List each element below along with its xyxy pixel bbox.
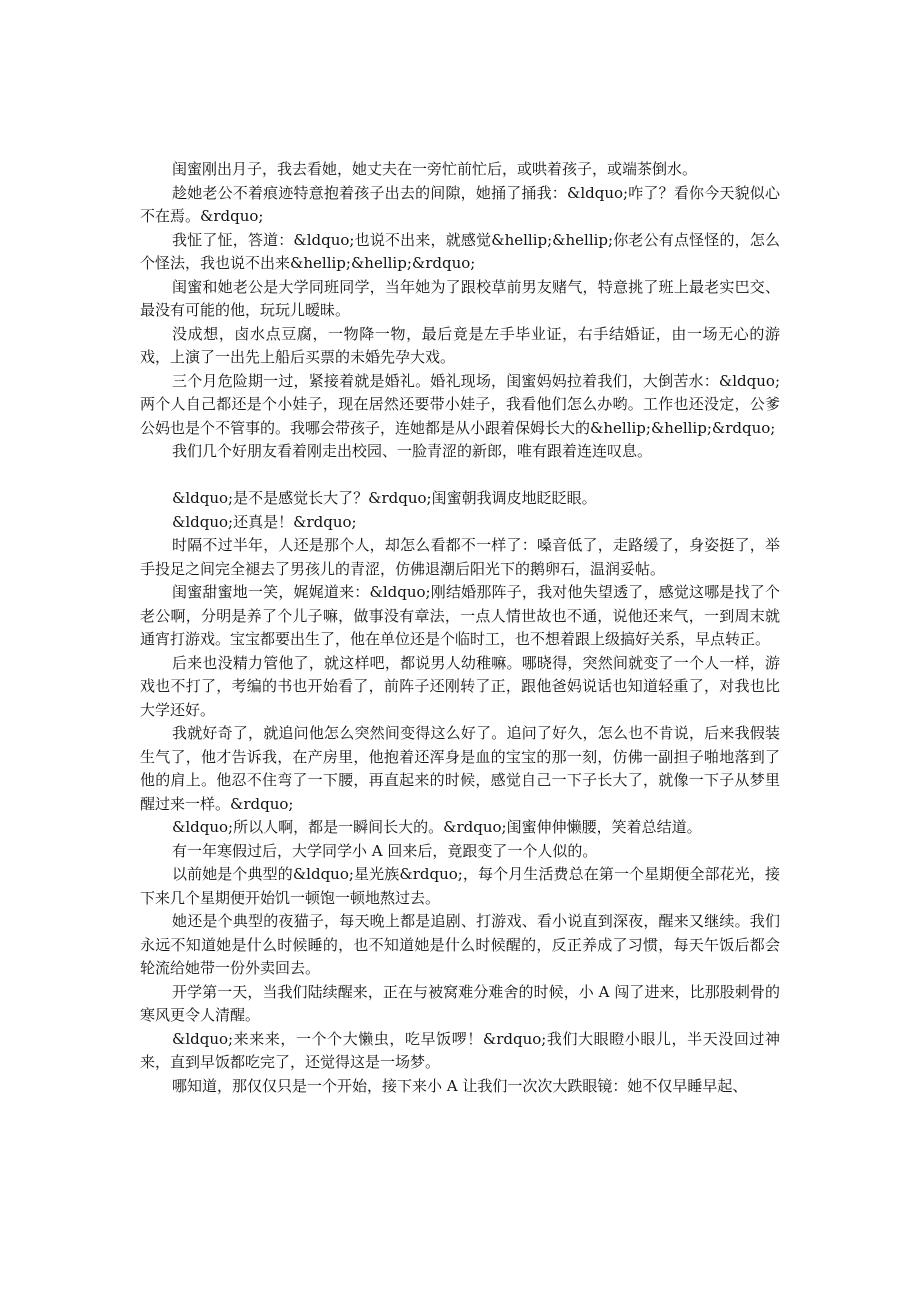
paragraph: 闺蜜刚出月子，我去看她，她丈夫在一旁忙前忙后，或哄着孩子，或端茶倒水。: [172, 160, 698, 178]
paragraph: 后来也没精力管他了，就这样吧，都说男人幼稚嘛。哪晓得，突然间就变了一个人一样，游戏也不打了，考编的书也开始看了，前阵子还刚转了正，跟他爸妈说话也知道轻重了，对我也比大学还好。: [140, 653, 780, 719]
paragraph: 趁她老公不着痕迹特意抱着孩子出去的间隙，她捅了捅我：&ldquo;咋了？看你今天貌似心不在焉。&rdquo;: [140, 183, 780, 225]
paragraph: &ldquo;来来来，一个个大懒虫，吃早饭啰！&rdquo;我们大眼瞪小眼儿，半天没回过神来，直到早饭都吃完了，还觉得这是一场梦。: [140, 1029, 780, 1071]
paragraph: 闺蜜和她老公是大学同班同学，当年她为了跟校草前男友赌气，特意挑了班上最老实巴交、最没有可能的他，玩玩儿暧昧。: [140, 277, 780, 319]
paragraph: &ldquo;是不是感觉长大了？&rdquo;闺蜜朝我调皮地眨眨眼。: [172, 489, 597, 507]
paragraph: 我们几个好朋友看着刚走出校园、一脸青涩的新郎，唯有跟着连连叹息。: [172, 442, 653, 460]
paragraph: 时隔不过半年，人还是那个人，却怎么看都不一样了：嗓音低了，走路缓了，身姿挺了，举手投足之间完全褪去了男孩儿的青涩，仿佛退潮后阳光下的鹅卵石，温润妥帖。: [140, 536, 780, 578]
paragraph: 没成想，卤水点豆腐，一物降一物，最后竟是左手毕业证，右手结婚证，由一场无心的游戏，上演了一出先上船后买票的未婚先孕大戏。: [140, 324, 780, 366]
paragraph: 我怔了怔，答道：&ldquo;也说不出来，就感觉&hellip;&hellip;你老公有点怪怪的，怎么个怪法，我也说不出来&hellip;&hellip;&rdquo;: [140, 230, 780, 272]
paragraph: 以前她是个典型的&ldquo;星光族&rdquo;，每个月生活费总在第一个星期便全部花光，接下来几个星期便开始饥一顿饱一顿地熬过去。: [140, 865, 780, 907]
document-body: [140, 158, 780, 1098]
paragraph: &ldquo;所以人啊，都是一瞬间长大的。&rdquo;闺蜜伸伸懒腰，笑着总结道。: [172, 818, 702, 836]
paragraph: 有一年寒假过后，大学同学小 A 回来后，竟跟变了一个人似的。: [172, 841, 598, 860]
paragraph: 我就好奇了，就追问他怎么突然间变得这么好了。追问了好久，怎么也不肯说，后来我假装生气了，他才告诉我，在产房里，他抱着还浑身是血的宝宝的那一刻，仿佛一副担子啪地落到了他的肩上。他忍不住弯了一下腰，再直起来的时候，感觉自己一下子长大了，就像一下子从梦里醒过来一样。&rdquo;: [140, 724, 780, 813]
paragraph: &ldquo;还真是！&rdquo;: [172, 512, 357, 531]
paragraph: 开学第一天，当我们陆续醒来，正在与被窝难分难舍的时候，小 A 闯了进来，比那股刺骨的寒风更令人清醒。: [140, 982, 780, 1024]
paragraph: 三个月危险期一过，紧接着就是婚礼。婚礼现场，闺蜜妈妈拉着我们，大倒苦水：&ldquo;两个人自己都还是个小娃子，现在居然还要带小娃子，我看他们怎么办哟。工作也还没定，公爹公妈也是个不管事的。我哪会带孩子，连她都是从小跟着保姆长大的&hellip;&hellip;&rdquo;: [140, 371, 780, 437]
paragraph: 她还是个典型的夜猫子，每天晚上都是追剧、打游戏、看小说直到深夜，醒来又继续。我们永远不知道她是什么时候睡的，也不知道她是什么时候醒的，反正养成了习惯，每天午饭后都会轮流给她带一份外卖回去。: [140, 912, 780, 977]
paragraph: 闺蜜甜蜜地一笑，娓娓道来：&ldquo;刚结婚那阵子，我对他失望透了，感觉这哪是找了个老公啊，分明是养了个儿子嘛，做事没有章法，一点人情世故也不通，说他还来气，一到周末就通宵打游戏。宝宝都要出生了，他在单位还是个临时工，也不想着跟上级搞好关系，早点转正。: [140, 583, 780, 648]
paragraph: 哪知道，那仅仅只是一个开始，接下来小 A 让我们一次次大跌眼镜：她不仅早睡早起、: [172, 1076, 748, 1095]
section-gap: [140, 464, 780, 488]
